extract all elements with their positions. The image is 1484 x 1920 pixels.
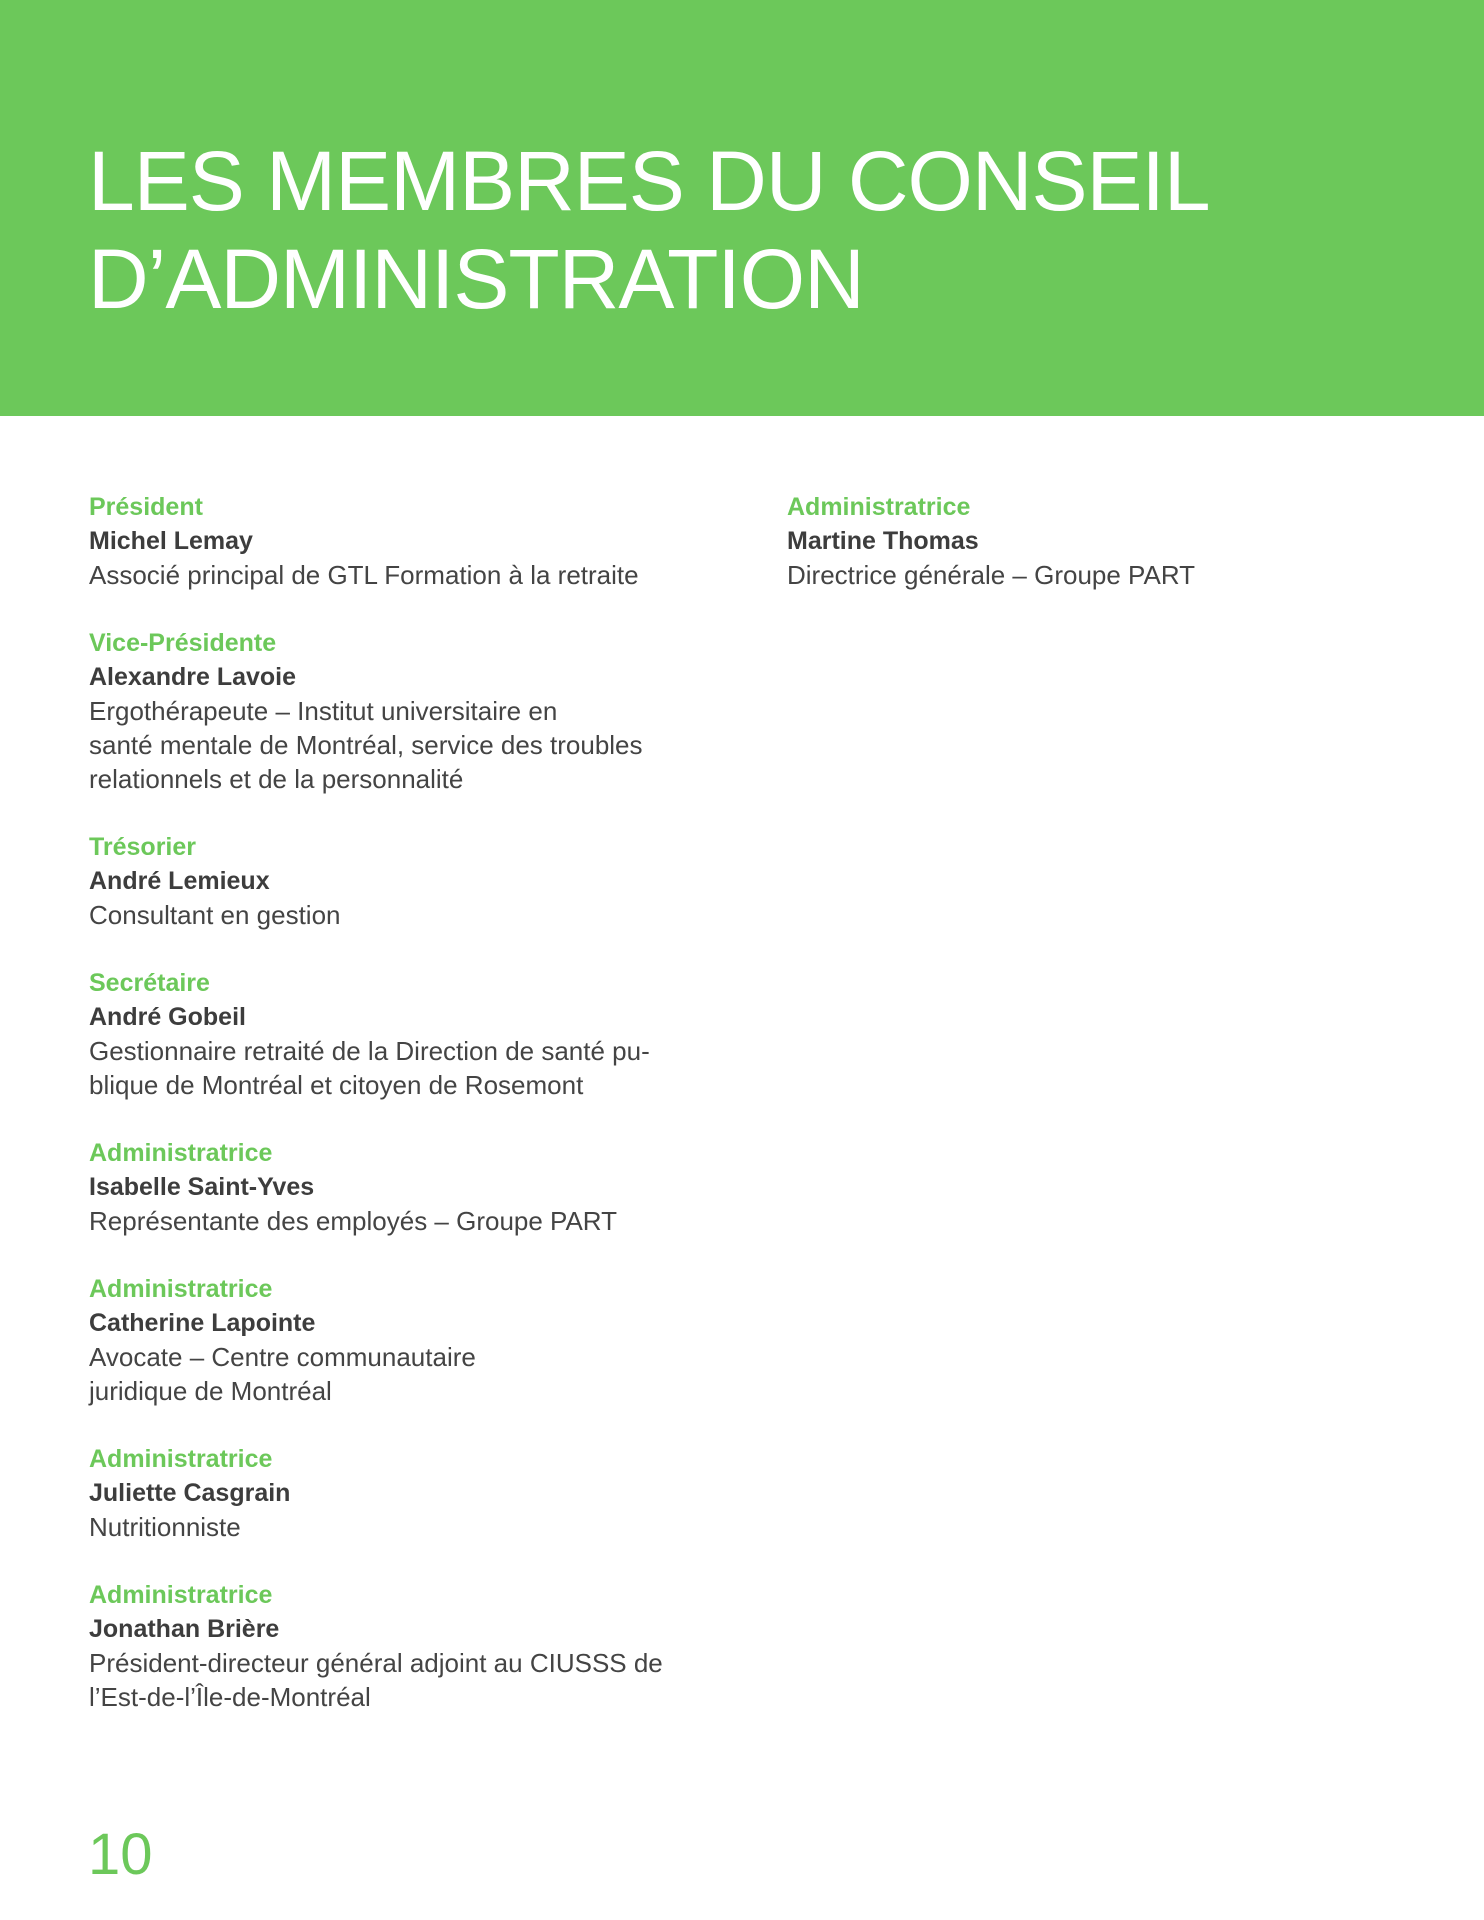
member-entry [89,1442,749,1544]
member-name: Isabelle Saint-Yves [89,1173,315,1201]
member-name: André Gobeil [89,1003,246,1031]
member-role: Administratrice [89,1275,273,1303]
page-number: 10 [88,1822,153,1887]
member-name: Jonathan Brière [89,1615,280,1643]
member-role: Président [89,493,203,521]
member-entry [89,1272,749,1408]
member-entry [89,490,749,592]
member-role: Trésorier [89,833,197,861]
member-description: Consultant en gestion [89,900,341,930]
member-name: Martine Thomas [787,527,979,555]
member-description: Nutritionniste [89,1512,241,1542]
member-role: Vice-Présidente [89,629,277,657]
member-role: Secrétaire [89,969,210,997]
header-band [0,0,1484,416]
member-description: Représentante des employés – Groupe PART [89,1206,617,1236]
member-role: Administratrice [787,493,971,521]
page-title [88,132,1388,328]
member-description: Ergothérapeute – Institut universitaire en santé mentale de Montréal, service des troubles relationnels et de la personnalité [89,696,643,794]
member-description: Avocate – Centre communautaire juridique de Montréal [89,1342,476,1406]
member-entry [89,830,749,932]
member-role: Administratrice [89,1445,273,1473]
members-left-column [89,490,749,1748]
member-description: Directrice générale – Groupe PART [787,560,1196,590]
member-description: Gestionnaire retraité de la Direction de santé pu- blique de Montréal et citoyen de Rosemont [89,1036,650,1100]
page-title-line-1: LES MEMBRES DU CONSEIL [88,134,1210,228]
member-name: André Lemieux [89,867,270,895]
page-title-line-2: D’ADMINISTRATION [88,232,864,326]
member-name: Michel Lemay [89,527,253,555]
member-name: Juliette Casgrain [89,1479,291,1507]
member-entry [89,1578,749,1714]
member-role: Administratrice [89,1139,273,1167]
member-name: Catherine Lapointe [89,1309,316,1337]
member-role: Administratrice [89,1581,273,1609]
member-entry [787,490,1427,592]
member-entry [89,626,749,796]
member-entry [89,1136,749,1238]
member-name: Alexandre Lavoie [89,663,297,691]
member-description: Associé principal de GTL Formation à la retraite [89,560,639,590]
member-description: Président-directeur général adjoint au CIUSSS de l’Est-de-l’Île-de-Montréal [89,1648,663,1712]
members-right-column [787,490,1427,626]
member-entry [89,966,749,1102]
